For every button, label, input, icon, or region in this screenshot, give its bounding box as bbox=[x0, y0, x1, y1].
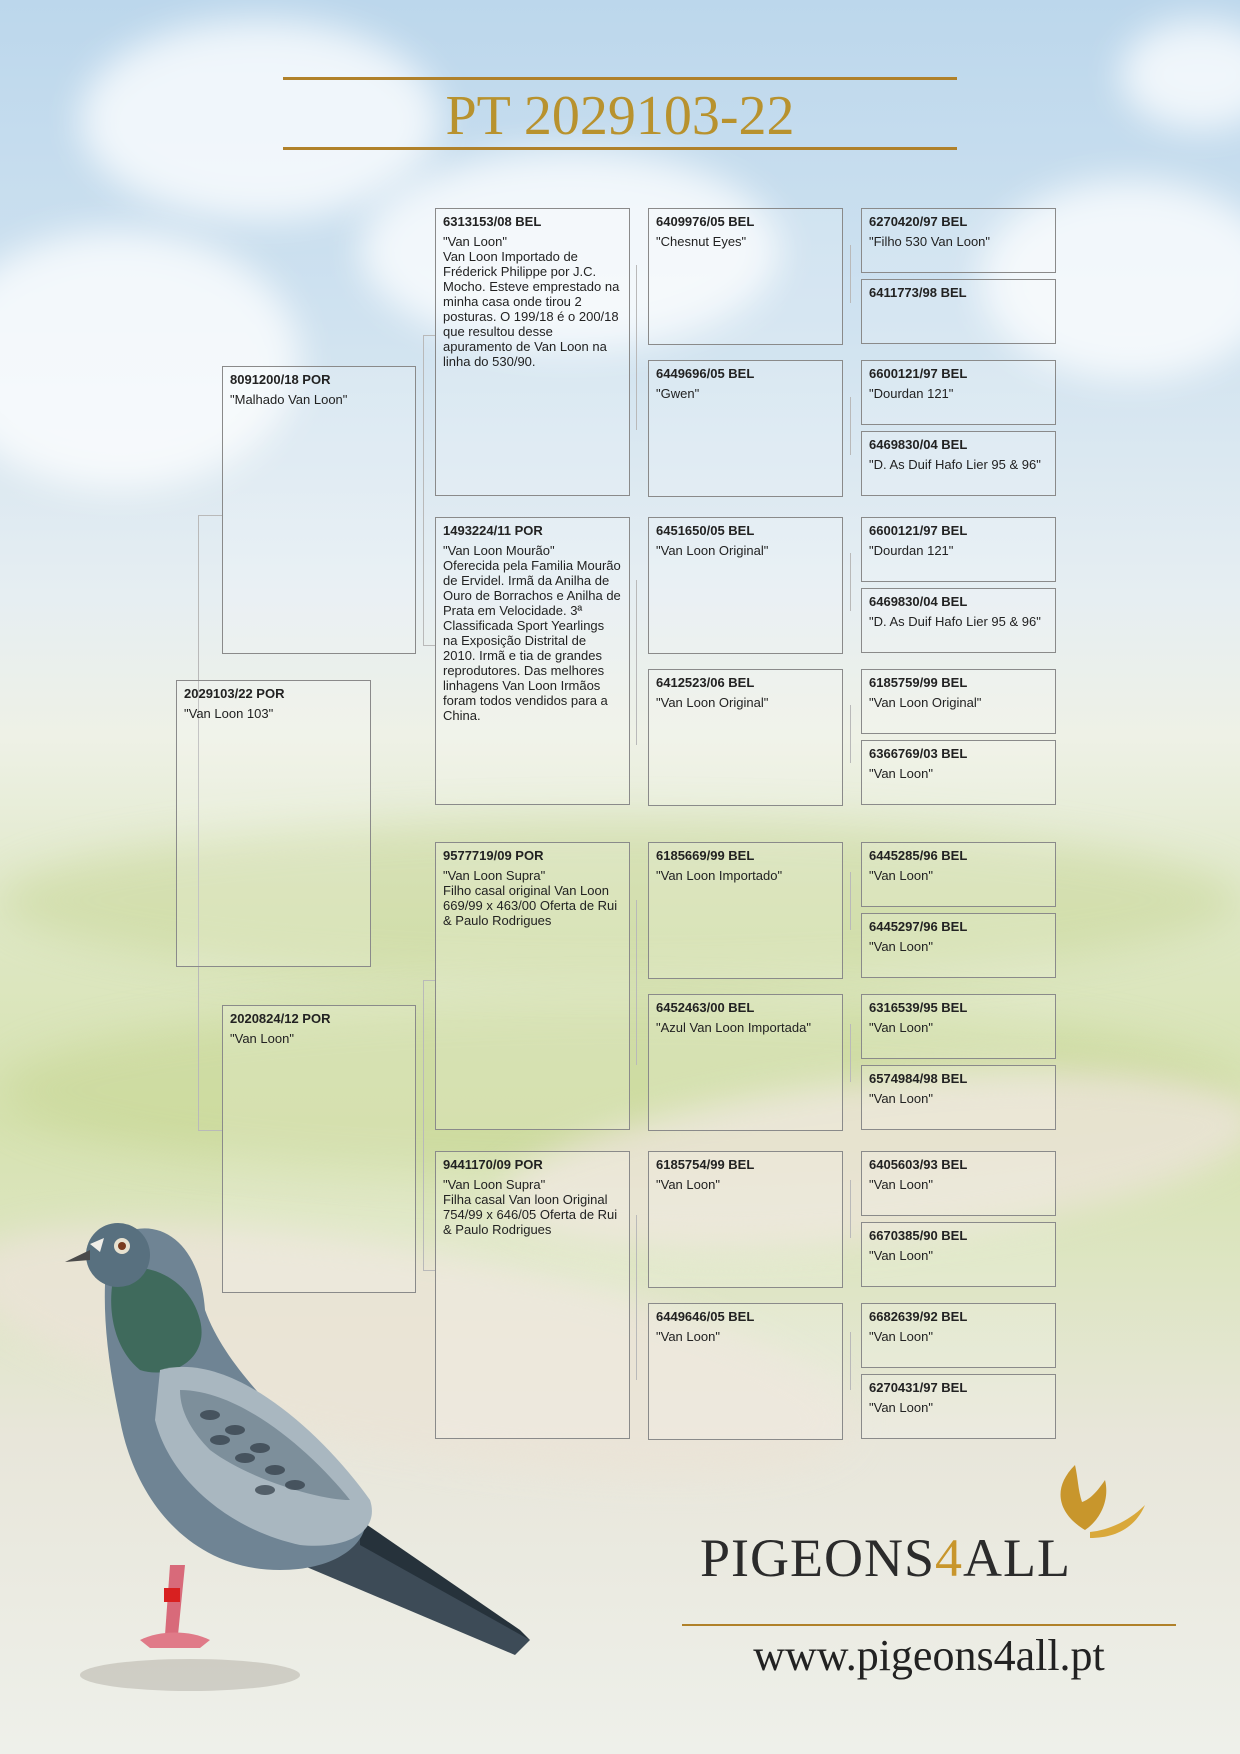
pigeon-name: "Van Loon 103" bbox=[184, 706, 274, 721]
ring-number: 6445285/96 BEL bbox=[869, 848, 968, 863]
brand-name-pre: PIGEONS bbox=[700, 1528, 936, 1588]
ring-number: 6185759/99 BEL bbox=[869, 675, 968, 690]
connector bbox=[850, 1180, 851, 1238]
gg-grandparent-card bbox=[861, 588, 1056, 653]
connector bbox=[423, 335, 424, 645]
pigeon-name: "Van Loon" bbox=[869, 1091, 933, 1106]
pigeon-name: "Van Loon" bbox=[869, 1177, 933, 1192]
ring-number: 6452463/00 BEL bbox=[656, 1000, 755, 1015]
gg-grandparent-card bbox=[861, 431, 1056, 496]
great-grandparent-card bbox=[648, 1303, 843, 1440]
connector bbox=[850, 397, 851, 455]
pigeon-name: "Filho 530 Van Loon" bbox=[869, 234, 991, 249]
great-grandparent-card bbox=[648, 994, 843, 1131]
connector bbox=[636, 1215, 637, 1380]
gg-grandparent-card bbox=[861, 208, 1056, 273]
brand-wordmark bbox=[700, 1528, 1071, 1588]
pigeon-name: "Van Loon" bbox=[869, 939, 933, 954]
pigeon-name: "Van Loon Importado" bbox=[656, 868, 783, 883]
ring-number: 6270420/97 BEL bbox=[869, 214, 968, 229]
pigeon-name: "Van Loon" bbox=[869, 1329, 933, 1344]
ring-number: 6600121/97 BEL bbox=[869, 523, 968, 538]
pigeon-name: "Van Loon Original" bbox=[869, 695, 982, 710]
pigeon-name: "Gwen" bbox=[656, 386, 700, 401]
page-title: PT 2029103-22 bbox=[445, 85, 795, 147]
gg-grandparent-card bbox=[861, 842, 1056, 907]
sire-card bbox=[222, 366, 416, 654]
grandparent-card bbox=[435, 208, 630, 496]
connector bbox=[198, 1130, 222, 1131]
gg-grandparent-card bbox=[861, 994, 1056, 1059]
brand-name-post: ALL bbox=[963, 1528, 1071, 1588]
gg-grandparent-card bbox=[861, 740, 1056, 805]
pigeon-name: "Van Loon" bbox=[869, 1248, 933, 1263]
gg-grandparent-card bbox=[861, 1374, 1056, 1439]
pigeon-name: "Van Loon" bbox=[869, 766, 933, 781]
gg-grandparent-card bbox=[861, 669, 1056, 734]
gg-grandparent-card bbox=[861, 517, 1056, 582]
ring-number: 6409976/05 BEL bbox=[656, 214, 755, 229]
brand-url: www.pigeons4all.pt bbox=[753, 1631, 1105, 1680]
ring-number: 9441170/09 POR bbox=[443, 1157, 543, 1172]
ring-number: 6185669/99 BEL bbox=[656, 848, 755, 863]
ring-number: 6316539/95 BEL bbox=[869, 1000, 968, 1015]
pigeon-name: "Dourdan 121" bbox=[869, 386, 954, 401]
gg-grandparent-card bbox=[861, 913, 1056, 978]
great-grandparent-card bbox=[648, 669, 843, 806]
ring-number: 6469830/04 BEL bbox=[869, 437, 968, 452]
pigeon-name: "Malhado Van Loon" bbox=[230, 392, 348, 407]
connector bbox=[850, 872, 851, 930]
ring-number: 2020824/12 POR bbox=[230, 1011, 331, 1026]
ring-number: 6185754/99 BEL bbox=[656, 1157, 755, 1172]
gg-grandparent-card bbox=[861, 1222, 1056, 1287]
ring-number: 6411773/98 BEL bbox=[869, 285, 967, 300]
pigeon-name: "D. As Duif Hafo Lier 95 & 96" bbox=[869, 614, 1041, 629]
pigeon-name: "Van Loon Original" bbox=[656, 695, 769, 710]
ring-number: 6366769/03 BEL bbox=[869, 746, 968, 761]
ring-number: 6313153/08 BEL bbox=[443, 214, 542, 229]
pigeon-name: "D. As Duif Hafo Lier 95 & 96" bbox=[869, 457, 1041, 472]
ring-number: 6600121/97 BEL bbox=[869, 366, 968, 381]
pigeon-name: "Van Loon Original" bbox=[656, 543, 769, 558]
gg-grandparent-card bbox=[861, 1065, 1056, 1130]
cloud bbox=[1120, 20, 1240, 130]
connector bbox=[850, 553, 851, 611]
title-rule-top bbox=[283, 77, 957, 80]
pigeon-name: "Van Loon" bbox=[869, 868, 933, 883]
ring-number: 9577719/09 POR bbox=[443, 848, 544, 863]
connector bbox=[636, 580, 637, 745]
connector bbox=[850, 1332, 851, 1390]
gg-grandparent-card bbox=[861, 360, 1056, 425]
ring-number: 6574984/98 BEL bbox=[869, 1071, 968, 1086]
great-grandparent-card bbox=[648, 208, 843, 345]
pigeon-name: "Van Loon" bbox=[656, 1177, 720, 1192]
pigeon-name: "Van Loon" bbox=[443, 234, 507, 249]
pigeon-name: "Van Loon Mourão" bbox=[443, 543, 555, 558]
pigeon-name: "Van Loon Supra" bbox=[443, 1177, 546, 1192]
connector bbox=[850, 1024, 851, 1082]
pigeon-name: "Van Loon Supra" bbox=[443, 868, 546, 883]
ring-number: 6682639/92 BEL bbox=[869, 1309, 968, 1324]
ring-number: 6445297/96 BEL bbox=[869, 919, 968, 934]
url-rule bbox=[682, 1624, 1176, 1626]
title-rule-bottom bbox=[283, 147, 957, 150]
grandparent-card bbox=[435, 842, 630, 1130]
ring-number: 6270431/97 BEL bbox=[869, 1380, 968, 1395]
grandparent-card bbox=[435, 517, 630, 805]
connector bbox=[850, 705, 851, 763]
pigeon-name: "Dourdan 121" bbox=[869, 543, 954, 558]
connector bbox=[636, 265, 637, 430]
gg-grandparent-card bbox=[861, 1303, 1056, 1368]
ring-number: 6670385/90 BEL bbox=[869, 1228, 968, 1243]
pigeon-illustration bbox=[60, 1200, 560, 1700]
ring-number: 6451650/05 BEL bbox=[656, 523, 755, 538]
connector bbox=[423, 335, 435, 336]
connector bbox=[850, 245, 851, 303]
connector bbox=[636, 900, 637, 1065]
ring-number: 6412523/06 BEL bbox=[656, 675, 755, 690]
pigeon-name: "Van Loon" bbox=[869, 1400, 933, 1415]
connector bbox=[198, 515, 222, 516]
gg-grandparent-card bbox=[861, 1151, 1056, 1216]
great-grandparent-card bbox=[648, 1151, 843, 1288]
ring-number: 6449646/05 BEL bbox=[656, 1309, 755, 1324]
connector bbox=[423, 645, 435, 646]
pigeon-name: "Van Loon" bbox=[656, 1329, 720, 1344]
pigeon-description: Van Loon Importado de Fréderick Philippe por J.C. Mocho. Esteve emprestado na minha casa onde tirou 2 posturas. O 199/18 é o 200/18 que resultou desse apuramento de Van Loon na linha do 530/90. bbox=[443, 249, 620, 369]
great-grandparent-card bbox=[648, 842, 843, 979]
pigeon-description: Filha casal Van loon Original 754/99 x 646/05 Oferta de Rui & Paulo Rodrigues bbox=[443, 1192, 618, 1237]
pigeon-description: Filho casal original Van Loon 669/99 x 463/00 Oferta de Rui & Paulo Rodrigues bbox=[443, 883, 618, 928]
gg-grandparent-card bbox=[861, 279, 1056, 344]
pigeon-description: Oferecida pela Familia Mourão de Ervidel. Irmã da Anilha de Ouro de Borrachos e Anilha de Prata em Velocidade. 3ª Classificada Sport Yearlings na Exposição Distrital de 2010. Irmã e tia de grandes reprodutores. Das melhores linhagens Van Loon Irmãos foram todos vendidos para a China. bbox=[443, 558, 621, 723]
connector bbox=[423, 980, 435, 981]
subject-card bbox=[176, 680, 371, 967]
pigeon-name: "Chesnut Eyes" bbox=[656, 234, 747, 249]
ring-number: 2029103/22 POR bbox=[184, 686, 285, 701]
ring-number: 8091200/18 POR bbox=[230, 372, 331, 387]
ring-number: 6469830/04 BEL bbox=[869, 594, 968, 609]
pigeon-name: "Van Loon" bbox=[869, 1020, 933, 1035]
ring-number: 1493224/11 POR bbox=[443, 523, 543, 538]
brand-name-num: 4 bbox=[935, 1528, 964, 1588]
great-grandparent-card bbox=[648, 517, 843, 654]
great-grandparent-card bbox=[648, 360, 843, 497]
ring-number: 6449696/05 BEL bbox=[656, 366, 755, 381]
ring-number: 6405603/93 BEL bbox=[869, 1157, 968, 1172]
pigeon-name: "Van Loon" bbox=[230, 1031, 294, 1046]
pigeon-name: "Azul Van Loon Importada" bbox=[656, 1020, 811, 1035]
